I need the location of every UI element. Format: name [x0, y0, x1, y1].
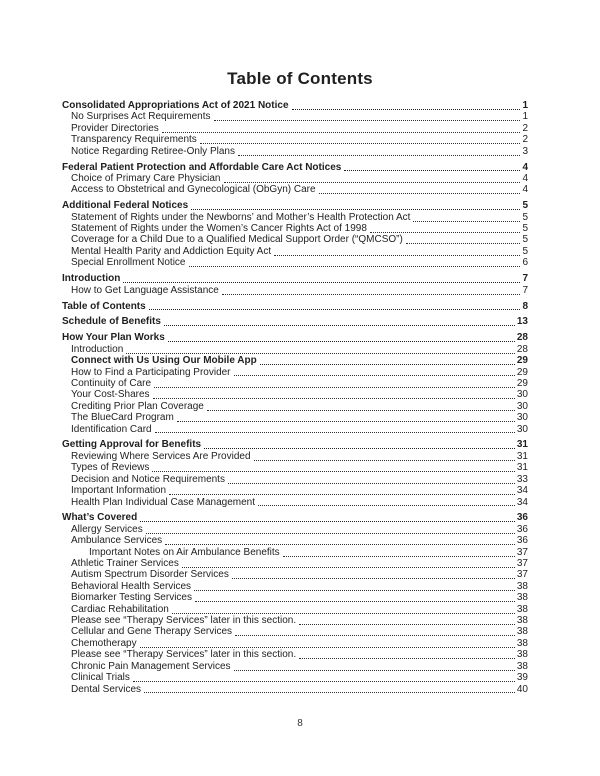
toc-entry-label: Federal Patient Protection and Affordable Care Act Notices: [62, 161, 342, 173]
dot-leader: [222, 294, 521, 295]
dot-leader: [260, 364, 515, 365]
toc-entry-page: 1: [522, 111, 528, 123]
toc-entry: [62, 332, 528, 343]
toc-entry: [62, 535, 528, 546]
toc-entry-label: How to Get Language Assistance: [71, 284, 219, 296]
toc-entry-page: 38: [516, 615, 528, 627]
dot-leader: [283, 556, 515, 557]
toc-entry-page: 1: [522, 100, 528, 111]
dot-leader: [168, 341, 515, 342]
toc-entry: [62, 367, 528, 378]
toc-entry: [62, 672, 528, 683]
toc-entry: [62, 173, 528, 184]
dot-leader: [234, 670, 515, 671]
toc-entry-page: 33: [516, 473, 528, 485]
toc-entry: [62, 134, 528, 145]
dot-leader: [258, 505, 515, 506]
dot-leader: [133, 681, 515, 682]
toc-entry: [62, 285, 528, 296]
dot-leader: [274, 255, 520, 256]
dot-leader: [146, 533, 515, 534]
toc-entry-label: Getting Approval for Benefits: [62, 439, 202, 451]
dot-leader: [123, 282, 520, 283]
toc-entry-label: Allergy Services: [71, 523, 143, 535]
toc-entry: [62, 389, 528, 400]
dot-leader: [232, 578, 515, 579]
toc-entry: [62, 257, 528, 268]
dot-leader: [152, 471, 515, 472]
toc-entry: [62, 316, 528, 327]
toc-entry-page: 34: [516, 485, 528, 497]
toc-entry-page: 29: [516, 355, 528, 367]
dot-leader: [194, 590, 515, 591]
toc-entry-label: Introduction: [62, 273, 121, 285]
toc-entry: [62, 246, 528, 257]
dot-leader: [162, 132, 521, 133]
toc-entry-label: Special Enrollment Notice: [71, 257, 186, 269]
dot-leader: [228, 483, 515, 484]
toc-entry-page: 37: [516, 558, 528, 570]
toc-entry: [62, 684, 528, 695]
toc-entry-label: Table of Contents: [62, 300, 146, 312]
toc-entry: [62, 592, 528, 603]
dot-leader: [204, 448, 515, 449]
dot-leader: [189, 266, 521, 267]
toc-entry: [62, 146, 528, 157]
toc-entry-page: 29: [516, 366, 528, 378]
toc-entry-page: 4: [522, 184, 528, 196]
toc-entry-page: 5: [522, 245, 528, 257]
toc-entry: [62, 378, 528, 389]
toc-entry-label: Statement of Rights under the Women’s Cancer Rights Act of 1998: [71, 223, 367, 235]
toc-entry: [62, 162, 528, 173]
toc-entry-label: The BlueCard Program: [71, 412, 174, 424]
dot-leader: [169, 494, 515, 495]
dot-leader: [234, 375, 515, 376]
toc-entry-page: 7: [522, 273, 528, 285]
dot-leader: [254, 460, 515, 461]
page-title: Table of Contents: [227, 69, 373, 88]
toc-entry-page: 38: [516, 603, 528, 615]
toc-entry: [62, 401, 528, 412]
toc-entry-label: Identification Card: [71, 423, 152, 435]
toc-entry: [62, 355, 528, 366]
toc-entry-label: Continuity of Care: [71, 377, 152, 389]
toc-entry-label: Transparency Requirements: [71, 134, 197, 146]
toc-entry-page: 34: [516, 496, 528, 508]
dot-leader: [144, 692, 515, 693]
toc-entry-page: 4: [522, 161, 528, 173]
dot-leader: [214, 120, 521, 121]
toc-entry: [62, 649, 528, 660]
toc-entry: [62, 111, 528, 122]
toc-entry: [62, 485, 528, 496]
toc-entry-label: Reviewing Where Services Are Provided: [71, 450, 251, 462]
dot-leader: [191, 209, 520, 210]
toc-entry-label: Health Plan Individual Case Management: [71, 496, 255, 508]
toc-entry-page: 36: [516, 523, 528, 535]
toc-entry-page: 36: [516, 535, 528, 547]
dot-leader: [153, 398, 515, 399]
toc-entry: [62, 638, 528, 649]
toc-entry: [62, 234, 528, 245]
toc-entry-label: Provider Directories: [71, 122, 159, 134]
toc-entry-label: Types of Reviews: [71, 462, 150, 474]
toc-entry: [62, 100, 528, 111]
toc-entry-page: 38: [516, 649, 528, 661]
toc-entry-page: 38: [516, 626, 528, 638]
toc-entry-label: How to Find a Participating Provider: [71, 366, 231, 378]
toc-entry-page: 28: [516, 343, 528, 355]
toc-entry-label: Crediting Prior Plan Coverage: [71, 400, 204, 412]
toc-entry-label: Notice Regarding Retiree-Only Plans: [71, 145, 235, 157]
toc-entry: [62, 558, 528, 569]
dot-leader: [182, 567, 515, 568]
dot-leader: [235, 635, 515, 636]
toc-entry-page: 38: [516, 580, 528, 592]
toc-entry: [62, 626, 528, 637]
toc-entry: [62, 512, 528, 523]
dot-leader: [140, 521, 515, 522]
dot-leader: [299, 658, 515, 659]
dot-leader: [413, 221, 520, 222]
toc-entry-label: Consolidated Appropriations Act of 2021 Notice: [62, 100, 289, 111]
toc-entry-page: 3: [522, 145, 528, 157]
dot-leader: [238, 155, 520, 156]
toc-entry-label: Important Information: [71, 485, 167, 497]
dot-leader: [344, 170, 520, 171]
toc-entry-label: How Your Plan Works: [62, 332, 165, 344]
toc-entry-page: 5: [522, 234, 528, 246]
toc-entry-page: 30: [516, 412, 528, 424]
dot-leader: [195, 601, 515, 602]
toc-entry-page: 6: [522, 257, 528, 269]
toc-entry-page: 5: [522, 223, 528, 235]
toc-entry-page: 30: [516, 400, 528, 412]
toc-entry-page: 38: [516, 660, 528, 672]
toc-entry-label: Ambulance Services: [71, 535, 163, 547]
toc-entry-label: Mental Health Parity and Addiction Equity Act: [71, 245, 272, 257]
toc-entry: [62, 615, 528, 626]
toc-entry: [62, 524, 528, 535]
toc-entry-page: 5: [522, 200, 528, 212]
toc-entry: [62, 412, 528, 423]
toc-list: [62, 100, 528, 695]
toc-entry-label: Access to Obstetrical and Gynecological (ObGyn) Care: [71, 184, 316, 196]
toc-entry-page: 38: [516, 592, 528, 604]
toc-entry-label: Please see “Therapy Services” later in this section.: [71, 615, 297, 627]
dot-leader: [140, 647, 515, 648]
toc-entry-label: Behavioral Health Services: [71, 580, 192, 592]
toc-entry: [62, 569, 528, 580]
toc-entry-page: 4: [522, 172, 528, 184]
toc-entry: [62, 497, 528, 508]
dot-leader: [155, 432, 515, 433]
toc-entry-page: 2: [522, 134, 528, 146]
toc-entry-label: Important Notes on Air Ambulance Benefits: [89, 546, 280, 558]
toc-entry-label: Autism Spectrum Disorder Services: [71, 569, 229, 581]
dot-leader: [164, 325, 515, 326]
dot-leader: [149, 309, 521, 310]
dot-leader: [172, 613, 515, 614]
toc-entry-label: Schedule of Benefits: [62, 316, 161, 328]
toc-entry-page: 39: [516, 672, 528, 684]
toc-entry-label: Biomarker Testing Services: [71, 592, 192, 604]
toc-entry: [62, 424, 528, 435]
toc-entry: [62, 123, 528, 134]
toc-entry-label: Choice of Primary Care Physician: [71, 172, 221, 184]
toc-entry-page: 28: [516, 332, 528, 344]
toc-entry-page: 31: [516, 439, 528, 451]
dot-leader: [165, 544, 515, 545]
toc-entry-label: Cardiac Rehabilitation: [71, 603, 169, 615]
toc-entry: [62, 661, 528, 672]
toc-entry-page: 30: [516, 423, 528, 435]
toc-entry-page: 5: [522, 211, 528, 223]
toc-entry-label: Please see “Therapy Services” later in this section.: [71, 649, 297, 661]
toc-entry-page: 31: [516, 462, 528, 474]
toc-entry-label: Additional Federal Notices: [62, 200, 189, 212]
dot-leader: [319, 193, 521, 194]
toc-entry-label: Connect with Us Using Our Mobile App: [71, 355, 257, 367]
dot-leader: [200, 143, 521, 144]
dot-leader: [126, 353, 515, 354]
toc-entry-page: 37: [516, 569, 528, 581]
toc-entry: [62, 223, 528, 234]
toc-entry-page: 29: [516, 377, 528, 389]
dot-leader: [177, 421, 515, 422]
toc-entry-label: Cellular and Gene Therapy Services: [71, 626, 233, 638]
toc-entry-label: Chemotherapy: [71, 637, 137, 649]
toc-entry-page: 30: [516, 389, 528, 401]
toc-entry: [62, 200, 528, 211]
toc-entry: [62, 462, 528, 473]
toc-entry-page: 38: [516, 637, 528, 649]
toc-entry-label: Athletic Trainer Services: [71, 558, 179, 570]
toc-entry: [62, 212, 528, 223]
toc-entry-page: 13: [516, 316, 528, 328]
dot-leader: [292, 109, 521, 110]
dot-leader: [154, 387, 515, 388]
toc-entry-page: 37: [516, 546, 528, 558]
toc-entry-page: 36: [516, 512, 528, 524]
toc-entry: [62, 474, 528, 485]
dot-leader: [224, 182, 521, 183]
toc-entry: [62, 273, 528, 284]
toc-entry-label: Your Cost-Shares: [71, 389, 150, 401]
toc-entry: [62, 547, 528, 558]
toc-entry-page: 31: [516, 450, 528, 462]
dot-leader: [207, 410, 515, 411]
toc-entry-label: Introduction: [71, 343, 124, 355]
toc-entry-label: Coverage for a Child Due to a Qualified Medical Support Order (“QMCSO”): [71, 234, 403, 246]
toc-entry-page: 7: [522, 284, 528, 296]
toc-entry-label: What’s Covered: [62, 512, 138, 524]
toc-entry-label: No Surprises Act Requirements: [71, 111, 211, 123]
toc-entry-page: 2: [522, 122, 528, 134]
toc-entry: [62, 301, 528, 312]
dot-leader: [406, 243, 521, 244]
footer-page-number: 8: [297, 718, 303, 729]
toc-entry: [62, 184, 528, 195]
toc-entry-label: Dental Services: [71, 683, 142, 695]
dot-leader: [370, 232, 521, 233]
toc-entry: [62, 581, 528, 592]
toc-entry-label: Clinical Trials: [71, 672, 130, 684]
dot-leader: [299, 624, 515, 625]
toc-entry: [62, 344, 528, 355]
toc-entry: [62, 451, 528, 462]
toc-entry: [62, 604, 528, 615]
toc-entry-label: Decision and Notice Requirements: [71, 473, 225, 485]
toc-entry-label: Statement of Rights under the Newborns’ and Mother’s Health Protection Act: [71, 211, 411, 223]
toc-entry-label: Chronic Pain Management Services: [71, 660, 231, 672]
toc-entry-page: 40: [516, 683, 528, 695]
toc-entry-page: 8: [522, 300, 528, 312]
toc-entry: [62, 439, 528, 450]
